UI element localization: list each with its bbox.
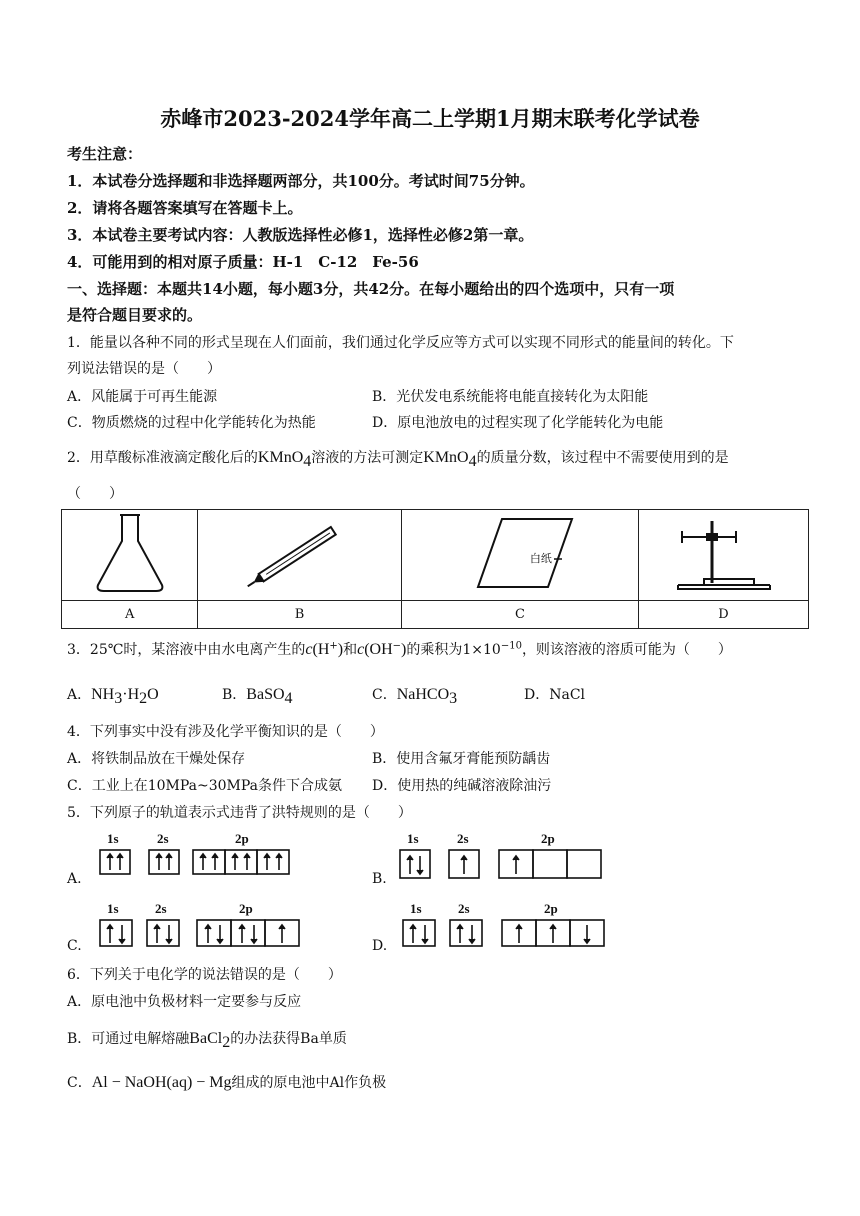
apparatus-label-d: D [639, 601, 809, 629]
apparatus-d-cell [639, 510, 809, 601]
q4-option-b: B．使用含氟牙膏能预防龋齿 [372, 751, 551, 767]
orbital-label-2s: 2s [457, 831, 469, 846]
q5-option-a-label: A. [67, 871, 82, 887]
q4-option-c: C．工业上在10MPa~30MPa条件下合成氨 [67, 778, 343, 794]
q1-stem-1: 1．能量以各种不同的形式呈现在人们面前，我们通过化学反应等方式可以实现不同形式的能量间的转化。下 [67, 335, 734, 351]
q1-option-a: A．风能属于可再生能源 [67, 389, 218, 405]
notice-item-2: 2．请将各题答案填写在答题卡上。 [67, 199, 303, 217]
orbital-label-1s: 1s [107, 831, 119, 846]
orbital-label-2p: 2p [544, 901, 558, 916]
q5-option-a-diagram [95, 830, 295, 880]
q3-option-b: B．BaSO$_4$ [222, 686, 293, 707]
q2-stem-2: （ ） [67, 486, 123, 502]
q5-stem: 5．下列原子的轨道表示式违背了洪特规则的是（ ） [67, 805, 412, 821]
section-heading-1: 一、选择题：本题共14小题，每小题3分，共42分。在每小题给出的四个选项中，只有一项 [67, 280, 675, 298]
orbital-label-1s: 1s [107, 901, 119, 916]
q3-option-c: C．NaHCO$_3$ [372, 686, 458, 707]
q4-option-a: A．将铁制品放在干燥处保存 [67, 751, 246, 767]
orbital-label-2p: 2p [239, 901, 253, 916]
q5-option-c-diagram [95, 898, 305, 950]
q6-option-c: C．Al − NaOH(aq) − Mg组成的原电池中Al作负极 [67, 1074, 387, 1091]
q2-stem-1: 2．用草酸标准液滴定酸化后的KMnO$_4$溶液的方法可测定KMnO$_4$的质量分数，该过程中不需要使用到的是 [67, 449, 729, 470]
white-paper-icon [450, 513, 590, 593]
q4-stem: 4．下列事实中没有涉及化学平衡知识的是（ ） [67, 724, 384, 740]
white-paper-label: 白纸 [529, 552, 552, 565]
q5-option-b-diagram [395, 830, 605, 880]
notice-item-4: 4．可能用到的相对原子质量：H-1 C-12 Fe-56 [67, 253, 419, 271]
apparatus-label-b: B [198, 601, 402, 629]
apparatus-label-a: A [62, 601, 198, 629]
q1-option-d: D．原电池放电的过程实现了化学能转化为电能 [372, 415, 664, 431]
q5-option-b-label: B. [372, 871, 387, 887]
page-title: 赤峰市2023-2024学年高二上学期1月期末联考化学试卷 [160, 106, 700, 131]
orbital-label-1s: 1s [407, 831, 419, 846]
section-heading-2: 是符合题目要求的。 [67, 306, 203, 324]
q6-option-b: B．可通过电解熔融BaCl$_2$的办法获得Ba单质 [67, 1030, 347, 1051]
notice-item-3: 3．本试卷主要考试内容：人教版选择性必修1，选择性必修2第一章。 [67, 226, 534, 244]
q5-option-d-diagram [398, 898, 608, 950]
orbital-label-1s: 1s [410, 901, 422, 916]
apparatus-c-cell [401, 510, 638, 601]
conical-flask-icon [90, 511, 170, 595]
iron-stand-icon [674, 513, 774, 593]
q4-option-d: D．使用热的纯碱溶液除油污 [372, 778, 552, 794]
orbital-label-2s: 2s [155, 901, 167, 916]
q3-option-d: D．NaCl [524, 687, 586, 703]
q6-stem: 6．下列关于电化学的说法错误的是（ ） [67, 967, 342, 983]
q3-stem: 3．25℃时，某溶液中由水电离产生的c(H+)和c(OH−)的乘积为$1\times 10^{-10}$，则该溶液的溶质可能为（ ） [67, 640, 732, 658]
notice-heading: 考生注意： [67, 145, 143, 163]
burette-icon [240, 513, 360, 593]
orbital-label-2s: 2s [458, 901, 470, 916]
q6-option-a: A．原电池中负极材料一定要参与反应 [67, 994, 302, 1010]
orbital-label-2s: 2s [157, 831, 169, 846]
q5-option-c-label: C. [67, 938, 82, 954]
q1-stem-2: 列说法错误的是（ ） [67, 361, 221, 377]
q5-option-d-label: D. [372, 938, 388, 954]
orbital-label-2p: 2p [235, 831, 249, 846]
q1-option-b: B．光伏发电系统能将电能直接转化为太阳能 [372, 389, 649, 405]
q3-option-a: A．$NH_3\cdot H_2O$ [67, 686, 159, 707]
apparatus-table [61, 509, 809, 629]
notice-item-1: 1．本试卷分选择题和非选择题两部分，共100分。考试时间75分钟。 [67, 172, 535, 190]
q1-option-c: C．物质燃烧的过程中化学能转化为热能 [67, 415, 316, 431]
apparatus-a-cell [62, 510, 198, 601]
apparatus-label-c: C [401, 601, 638, 629]
apparatus-b-cell [198, 510, 402, 601]
orbital-label-2p: 2p [541, 831, 555, 846]
